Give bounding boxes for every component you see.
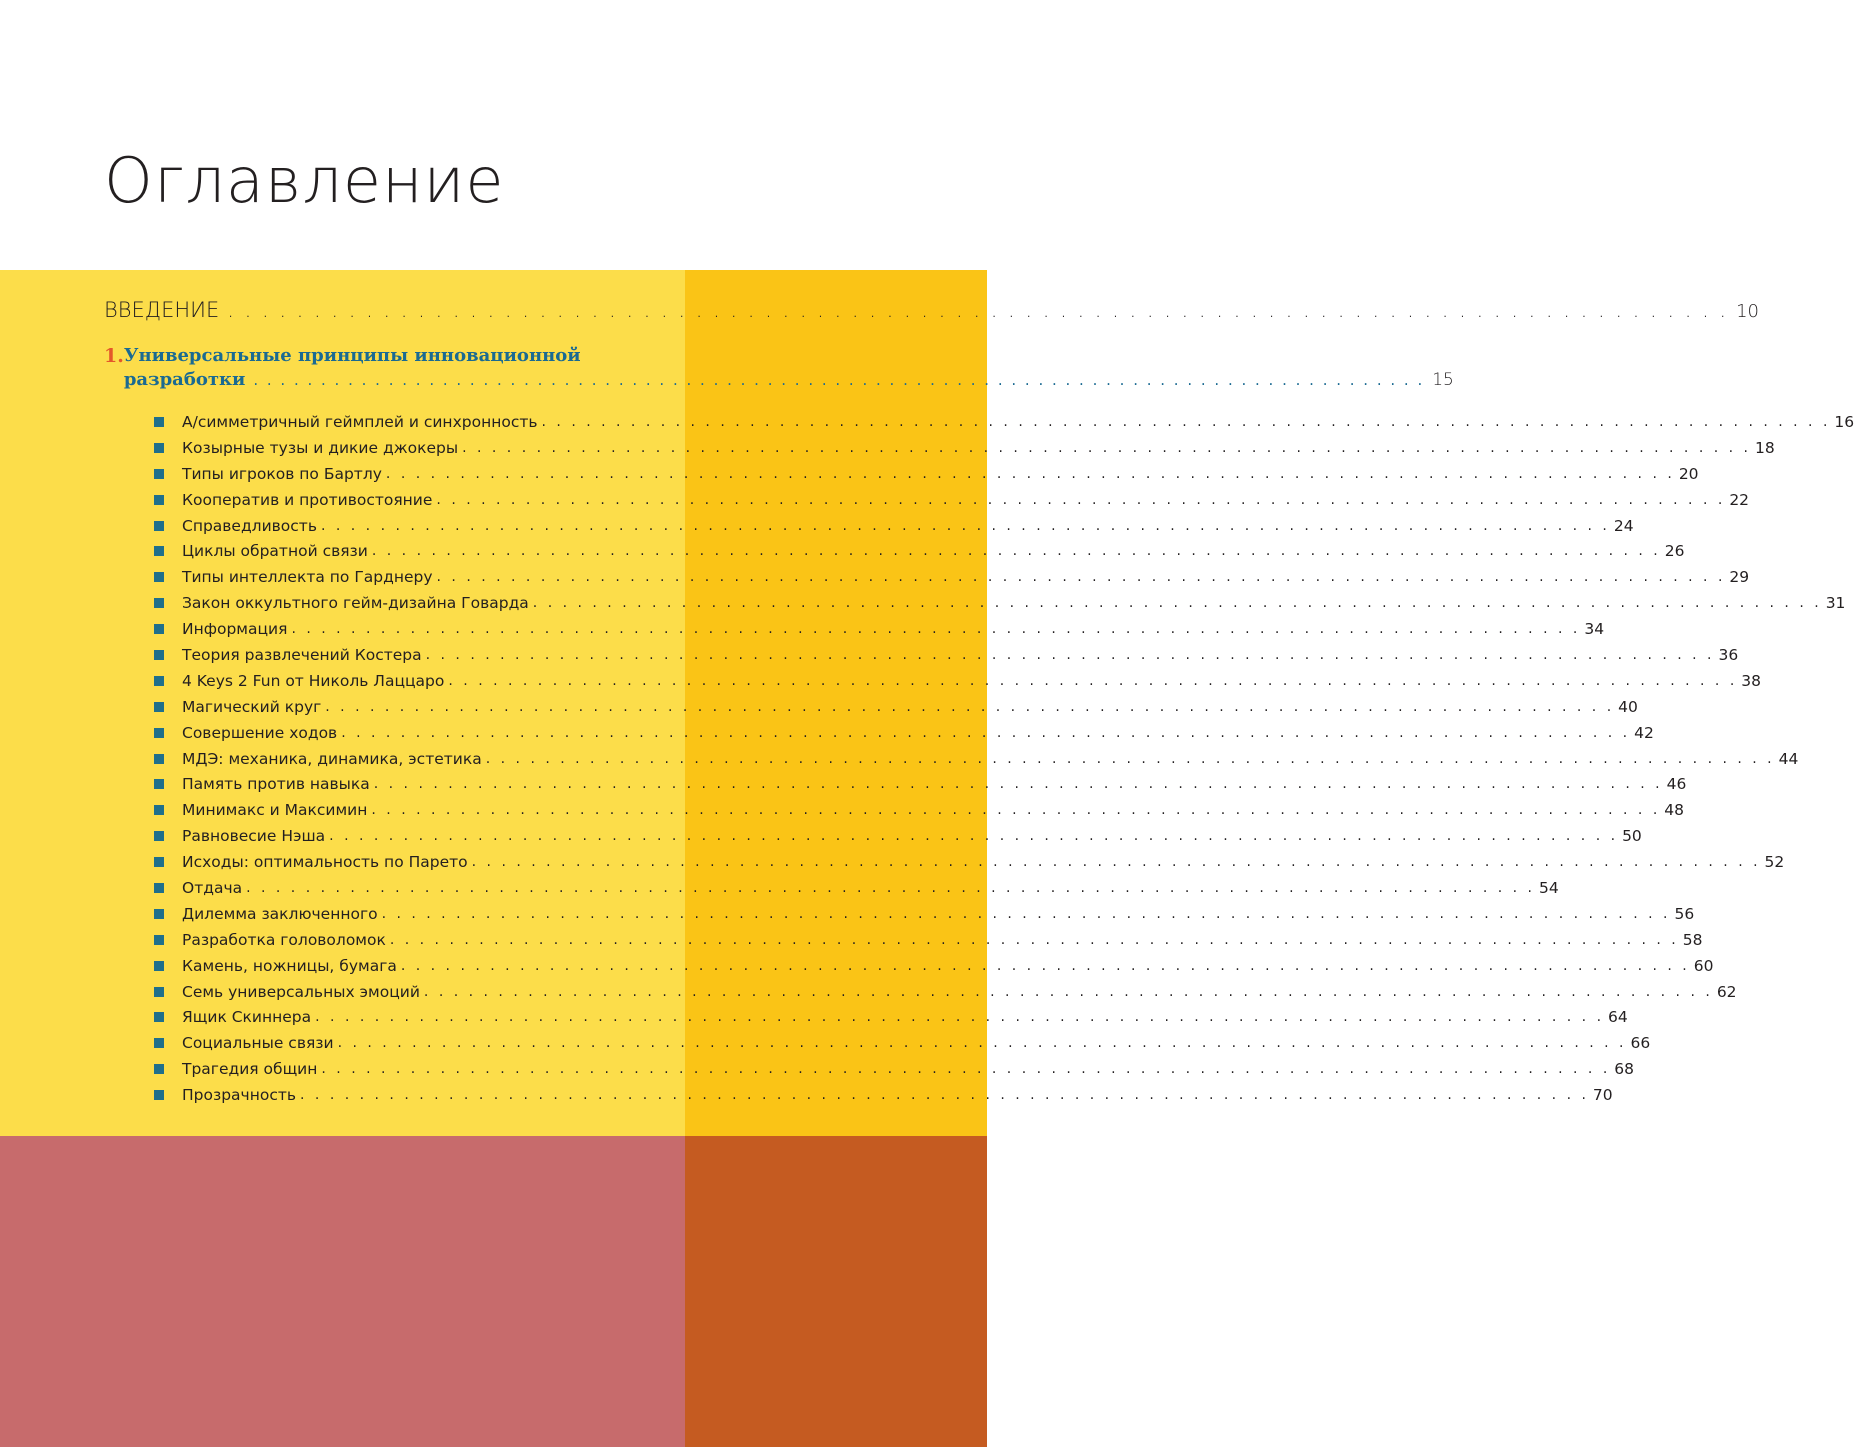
square-bullet-icon bbox=[154, 1012, 164, 1022]
toc-item[interactable] bbox=[154, 409, 1854, 435]
toc-chapter-entry[interactable] bbox=[104, 344, 1454, 392]
square-bullet-icon bbox=[154, 728, 164, 738]
toc-item-page: 24 bbox=[1613, 516, 1634, 535]
square-bullet-icon bbox=[154, 546, 164, 556]
toc-item[interactable] bbox=[154, 797, 1685, 823]
toc-item[interactable] bbox=[154, 461, 1699, 487]
toc-item[interactable] bbox=[154, 642, 1739, 668]
leader-dots bbox=[372, 543, 1661, 559]
square-bullet-icon bbox=[154, 650, 164, 660]
square-bullet-icon bbox=[154, 521, 164, 531]
toc-item-title: Козырные тузы и дикие джокеры bbox=[182, 438, 459, 457]
toc-item-title: Справедливость bbox=[182, 516, 317, 535]
leader-dots bbox=[382, 906, 1671, 922]
square-bullet-icon bbox=[154, 779, 164, 789]
toc-item-title: Типы игроков по Бартлу bbox=[182, 464, 382, 483]
toc-item-page: 50 bbox=[1622, 827, 1642, 846]
toc-item-page: 62 bbox=[1716, 982, 1737, 1001]
leader-dots bbox=[390, 932, 1679, 948]
toc-item[interactable] bbox=[154, 487, 1750, 513]
toc-item-title: Исходы: оптимальность по Парето bbox=[182, 853, 468, 872]
leader-dots bbox=[253, 368, 1424, 392]
chapter-number: 1. bbox=[104, 345, 124, 367]
square-bullet-icon bbox=[154, 598, 164, 608]
toc-item-page: 58 bbox=[1682, 930, 1703, 949]
leader-dots bbox=[472, 854, 1761, 870]
square-bullet-icon bbox=[154, 909, 164, 919]
toc-item-page: 70 bbox=[1592, 1086, 1613, 1105]
square-bullet-icon bbox=[154, 754, 164, 764]
toc-item[interactable] bbox=[154, 616, 1605, 642]
toc-item-title: Теория развлечений Костера bbox=[182, 645, 422, 664]
leader-dots bbox=[386, 466, 1675, 482]
toc-item-title: Камень, ножницы, бумага bbox=[182, 956, 397, 975]
toc-item[interactable] bbox=[154, 1004, 1628, 1030]
toc-item-title: Разработка головоломок bbox=[182, 930, 386, 949]
toc-item-title: Кооператив и противостояние bbox=[182, 490, 433, 509]
toc-item-page: 60 bbox=[1693, 956, 1714, 975]
toc-item-page: 48 bbox=[1664, 801, 1685, 820]
toc-item-title: Типы интеллекта по Гарднеру bbox=[182, 568, 433, 587]
toc-item-page: 18 bbox=[1754, 438, 1775, 457]
leader-dots bbox=[291, 621, 1580, 637]
leader-dots bbox=[341, 725, 1630, 741]
leader-dots bbox=[300, 1087, 1589, 1103]
toc-item-page: 54 bbox=[1539, 878, 1559, 897]
toc-item[interactable] bbox=[154, 979, 1737, 1005]
toc-item-title: Отдача bbox=[182, 878, 243, 897]
toc-item[interactable] bbox=[154, 746, 1799, 772]
square-bullet-icon bbox=[154, 831, 164, 841]
leader-dots bbox=[542, 414, 1831, 430]
toc-item-page: 44 bbox=[1778, 749, 1799, 768]
orange-panel bbox=[685, 1136, 987, 1447]
toc-intro-page: 10 bbox=[1736, 301, 1759, 322]
toc-item[interactable] bbox=[154, 771, 1687, 797]
toc-item[interactable] bbox=[154, 849, 1785, 875]
rose-panel bbox=[0, 1136, 685, 1447]
toc-item-page: 36 bbox=[1718, 645, 1739, 664]
toc-item-title: Магический круг bbox=[182, 697, 322, 716]
square-bullet-icon bbox=[154, 1090, 164, 1100]
toc-item-page: 64 bbox=[1608, 1008, 1628, 1027]
toc-item-title: Информация bbox=[182, 620, 288, 639]
square-bullet-icon bbox=[154, 1038, 164, 1048]
toc-item[interactable] bbox=[154, 564, 1750, 590]
leader-dots bbox=[325, 699, 1614, 715]
toc-item[interactable] bbox=[154, 435, 1775, 461]
toc-item[interactable] bbox=[154, 927, 1703, 953]
square-bullet-icon bbox=[154, 624, 164, 634]
leader-dots bbox=[462, 440, 1751, 456]
toc-item-title: Циклы обратной связи bbox=[182, 542, 368, 561]
leader-dots bbox=[227, 290, 1728, 330]
square-bullet-icon bbox=[154, 1064, 164, 1074]
toc-item-page: 38 bbox=[1741, 671, 1762, 690]
toc-item[interactable] bbox=[154, 823, 1642, 849]
leader-dots bbox=[426, 647, 1715, 663]
toc-item-page: 20 bbox=[1678, 464, 1699, 483]
toc-item[interactable] bbox=[154, 875, 1559, 901]
leader-dots bbox=[448, 673, 1737, 689]
toc-item-title: Семь универсальных эмоций bbox=[182, 982, 420, 1001]
toc-item-page: 42 bbox=[1634, 723, 1654, 742]
square-bullet-icon bbox=[154, 702, 164, 712]
chapter-title-line1: Универсальные принципы инновационной bbox=[123, 345, 581, 366]
leader-dots bbox=[321, 1061, 1610, 1077]
toc-item-page: 68 bbox=[1614, 1060, 1635, 1079]
toc-item-title: Совершение ходов bbox=[182, 723, 338, 742]
leader-dots bbox=[246, 880, 1535, 896]
leader-dots bbox=[338, 1035, 1627, 1051]
toc-item-page: 16 bbox=[1834, 412, 1854, 431]
table-of-contents bbox=[104, 290, 1854, 1108]
chapter-title-line2: разработки bbox=[123, 369, 246, 390]
toc-item-title: Закон оккультного гейм-дизайна Говарда bbox=[182, 594, 529, 613]
toc-item-page: 26 bbox=[1664, 542, 1685, 561]
toc-item-page: 56 bbox=[1674, 904, 1695, 923]
toc-item[interactable] bbox=[154, 953, 1714, 979]
square-bullet-icon bbox=[154, 443, 164, 453]
toc-item[interactable] bbox=[154, 1056, 1635, 1082]
square-bullet-icon bbox=[154, 883, 164, 893]
toc-item-page: 29 bbox=[1729, 568, 1750, 587]
square-bullet-icon bbox=[154, 417, 164, 427]
leader-dots bbox=[486, 751, 1775, 767]
toc-item-title: Прозрачность bbox=[182, 1086, 297, 1105]
leader-dots bbox=[424, 984, 1713, 1000]
chapter-page: 15 bbox=[1432, 370, 1454, 390]
toc-item[interactable] bbox=[154, 694, 1638, 720]
page-title: Оглавление bbox=[104, 144, 505, 217]
leader-dots bbox=[437, 569, 1726, 585]
leader-dots bbox=[371, 802, 1660, 818]
toc-item-page: 40 bbox=[1618, 697, 1638, 716]
toc-intro-label: ВВЕДЕНИЕ bbox=[104, 298, 220, 322]
toc-item[interactable] bbox=[154, 538, 1685, 564]
toc-item[interactable] bbox=[154, 1030, 1651, 1056]
leader-dots bbox=[315, 1009, 1604, 1025]
leader-dots bbox=[401, 958, 1690, 974]
toc-item-page: 46 bbox=[1666, 775, 1687, 794]
toc-item-page: 66 bbox=[1630, 1034, 1651, 1053]
square-bullet-icon bbox=[154, 935, 164, 945]
leader-dots bbox=[436, 492, 1725, 508]
leader-dots bbox=[533, 595, 1822, 611]
toc-item-title: Социальные связи bbox=[182, 1034, 334, 1053]
square-bullet-icon bbox=[154, 572, 164, 582]
toc-item-title: Ящик Скиннера bbox=[182, 1008, 312, 1027]
square-bullet-icon bbox=[154, 987, 164, 997]
toc-item-title: Трагедия общин bbox=[182, 1060, 318, 1079]
toc-item[interactable] bbox=[154, 1082, 1613, 1108]
toc-item[interactable] bbox=[154, 590, 1846, 616]
toc-item-title: МДЭ: механика, динамика, эстетика bbox=[182, 749, 482, 768]
toc-intro-entry[interactable] bbox=[104, 290, 1759, 330]
toc-item-page: 31 bbox=[1825, 594, 1846, 613]
toc-item[interactable] bbox=[154, 901, 1695, 927]
leader-dots bbox=[321, 518, 1610, 534]
square-bullet-icon bbox=[154, 857, 164, 867]
toc-item-title: Равновесие Нэша bbox=[182, 827, 326, 846]
toc-item-page: 52 bbox=[1764, 853, 1785, 872]
leader-dots bbox=[329, 828, 1618, 844]
toc-item-title: Дилемма заключенного bbox=[182, 904, 378, 923]
toc-item-title: Память против навыка bbox=[182, 775, 370, 794]
square-bullet-icon bbox=[154, 805, 164, 815]
toc-item-title: А/симметричный геймплей и синхронность bbox=[182, 412, 538, 431]
toc-item[interactable] bbox=[154, 720, 1654, 746]
square-bullet-icon bbox=[154, 676, 164, 686]
toc-item[interactable] bbox=[154, 668, 1762, 694]
toc-item[interactable] bbox=[154, 513, 1634, 539]
toc-item-title: Минимакс и Максимин bbox=[182, 801, 368, 820]
toc-item-page: 22 bbox=[1729, 490, 1750, 509]
toc-item-title: 4 Keys 2 Fun от Николь Лаццаро bbox=[182, 671, 445, 690]
square-bullet-icon bbox=[154, 469, 164, 479]
toc-item-list bbox=[154, 409, 1854, 1108]
square-bullet-icon bbox=[154, 961, 164, 971]
square-bullet-icon bbox=[154, 495, 164, 505]
toc-item-page: 34 bbox=[1584, 620, 1605, 639]
leader-dots bbox=[374, 776, 1663, 792]
